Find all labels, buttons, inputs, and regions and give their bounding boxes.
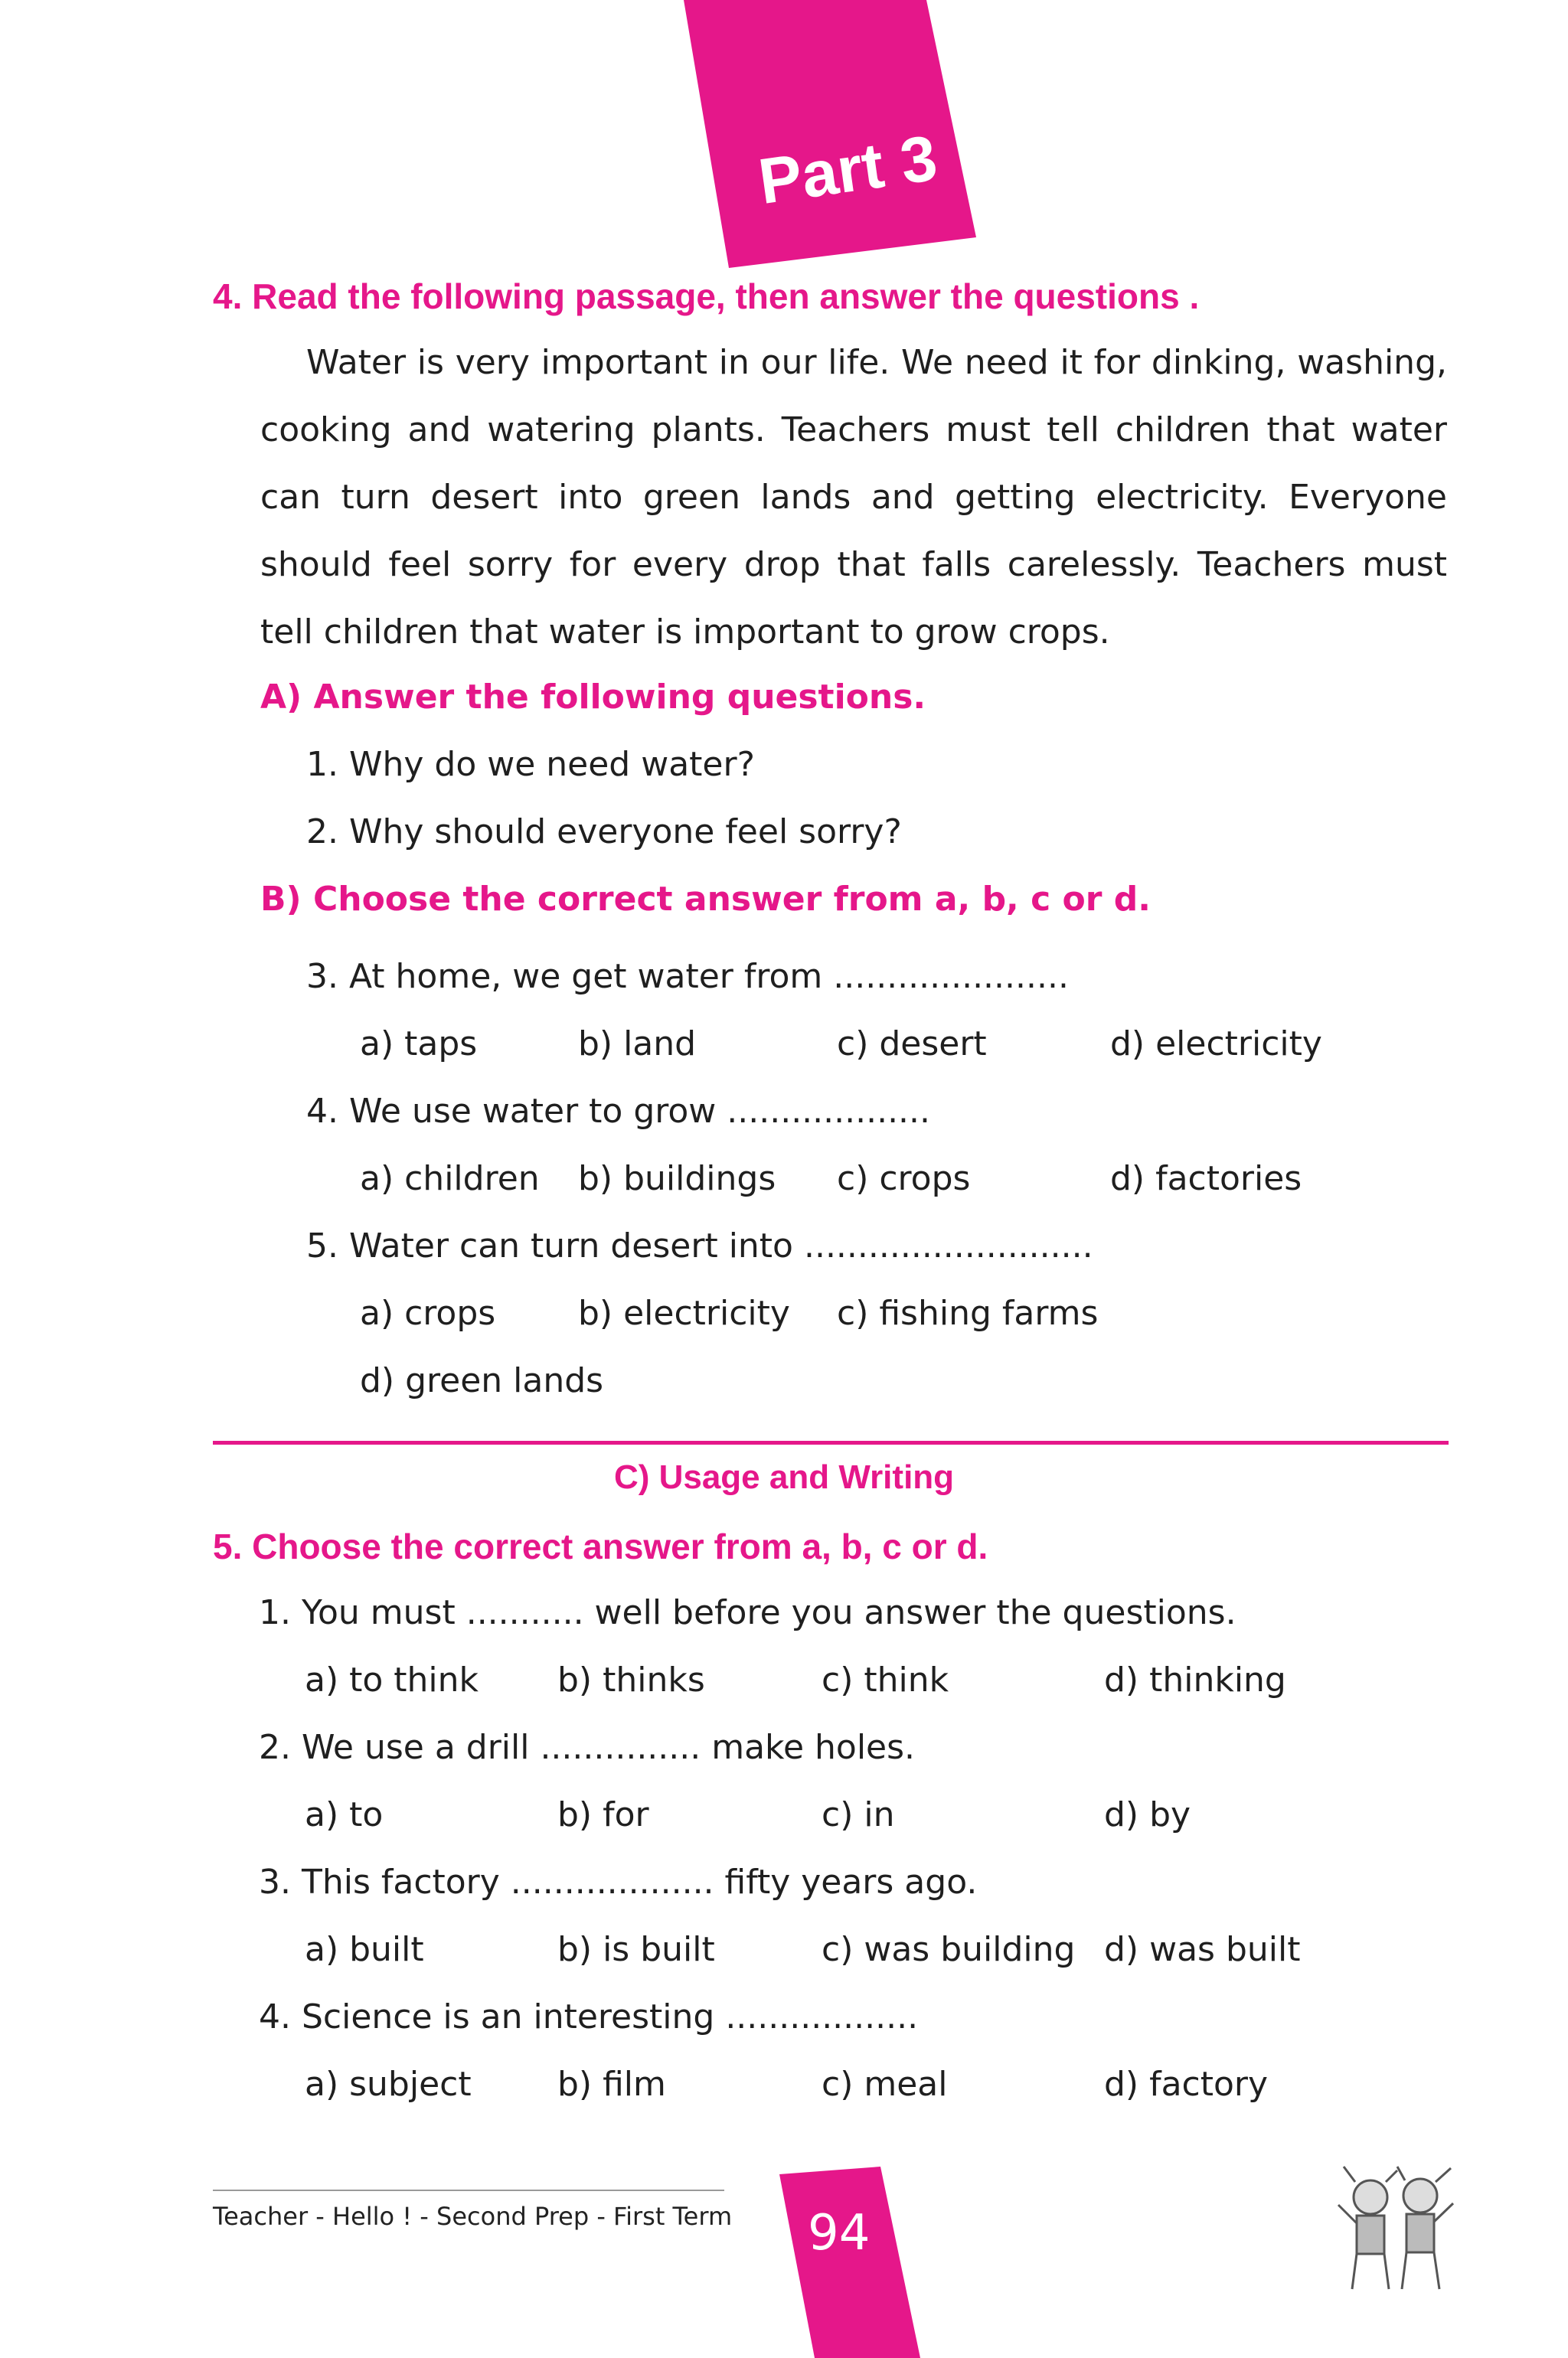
question-stem: 3. At home, we get water from ......................: [306, 957, 1069, 996]
passage-line: cooking and watering plants. Teachers must tell children that water: [260, 410, 1447, 449]
option: d) green lands: [360, 1361, 604, 1400]
option: d) thinking: [1104, 1661, 1286, 1700]
part-title: Part 3: [754, 121, 942, 218]
q4-heading: 4. Read the following passage, then answer the questions .: [213, 276, 1200, 316]
option: d) factory: [1104, 2065, 1269, 2104]
question-stem: 1. You must ........... well before you answer the questions.: [259, 1593, 1236, 1632]
footer-text: Teacher - Hello ! - Second Prep - First Term: [213, 2202, 733, 2231]
option: a) children: [360, 1159, 540, 1198]
passage-line: Water is very important in our life. We need it for dinking, washing,: [306, 343, 1447, 382]
question-stem: 5. Water can turn desert into ...........................: [306, 1226, 1093, 1266]
option: c) in: [822, 1795, 895, 1834]
option: d) was built: [1104, 1930, 1301, 1969]
question: 2. Why should everyone feel sorry?: [306, 812, 902, 851]
passage-line: should feel sorry for every drop that falls carelessly. Teachers must: [260, 545, 1447, 584]
question-stem: 3. This factory ................... ﬁfty years ago.: [259, 1863, 978, 1902]
section-a-heading: A) Answer the following questions.: [260, 678, 926, 717]
option: d) factories: [1110, 1159, 1302, 1198]
passage-line: can turn desert into green lands and getting electricity. Everyone: [260, 478, 1447, 517]
option: c) think: [822, 1661, 949, 1700]
option: b) is built: [557, 1930, 715, 1969]
option: c) was building: [822, 1930, 1076, 1969]
option: d) by: [1104, 1795, 1191, 1834]
option: a) taps: [360, 1024, 478, 1063]
option: d) electricity: [1110, 1024, 1322, 1063]
option: b) thinks: [557, 1661, 705, 1700]
usage-title: C) Usage and Writing: [613, 1458, 955, 1496]
question-stem: 4. We use water to grow ...................: [306, 1092, 931, 1131]
question-stem: 4. Science is an interesting ..................: [259, 1997, 919, 2036]
option: a) subject: [305, 2065, 472, 2104]
q5-heading: 5. Choose the correct answer from a, b, c or d.: [213, 1527, 988, 1566]
passage-line: tell children that water is important to grow crops.: [260, 612, 1110, 652]
section-divider: [213, 1441, 1449, 1445]
option: c) meal: [822, 2065, 948, 2104]
question-stem: 2. We use a drill ............... make holes.: [259, 1728, 916, 1767]
kids-illustration-icon: [1325, 2159, 1462, 2304]
option: b) buildings: [578, 1159, 776, 1198]
question: 1. Why do we need water?: [306, 745, 755, 784]
option: b) land: [578, 1024, 697, 1063]
option: a) crops: [360, 1294, 496, 1333]
section-b-heading: B) Choose the correct answer from a, b, c or d.: [260, 880, 1151, 919]
page-number: 94: [808, 2205, 871, 2262]
option: b) ﬁlm: [557, 2065, 666, 2104]
option: a) to: [305, 1795, 384, 1834]
option: c) ﬁshing farms: [837, 1294, 1099, 1333]
option: b) for: [557, 1795, 649, 1834]
option: c) crops: [837, 1159, 971, 1198]
footer-rule: [213, 2190, 724, 2191]
option: b) electricity: [578, 1294, 790, 1333]
option: c) desert: [837, 1024, 987, 1063]
option: a) built: [305, 1930, 424, 1969]
option: a) to think: [305, 1661, 479, 1700]
page-number-tab: [773, 2167, 926, 2358]
